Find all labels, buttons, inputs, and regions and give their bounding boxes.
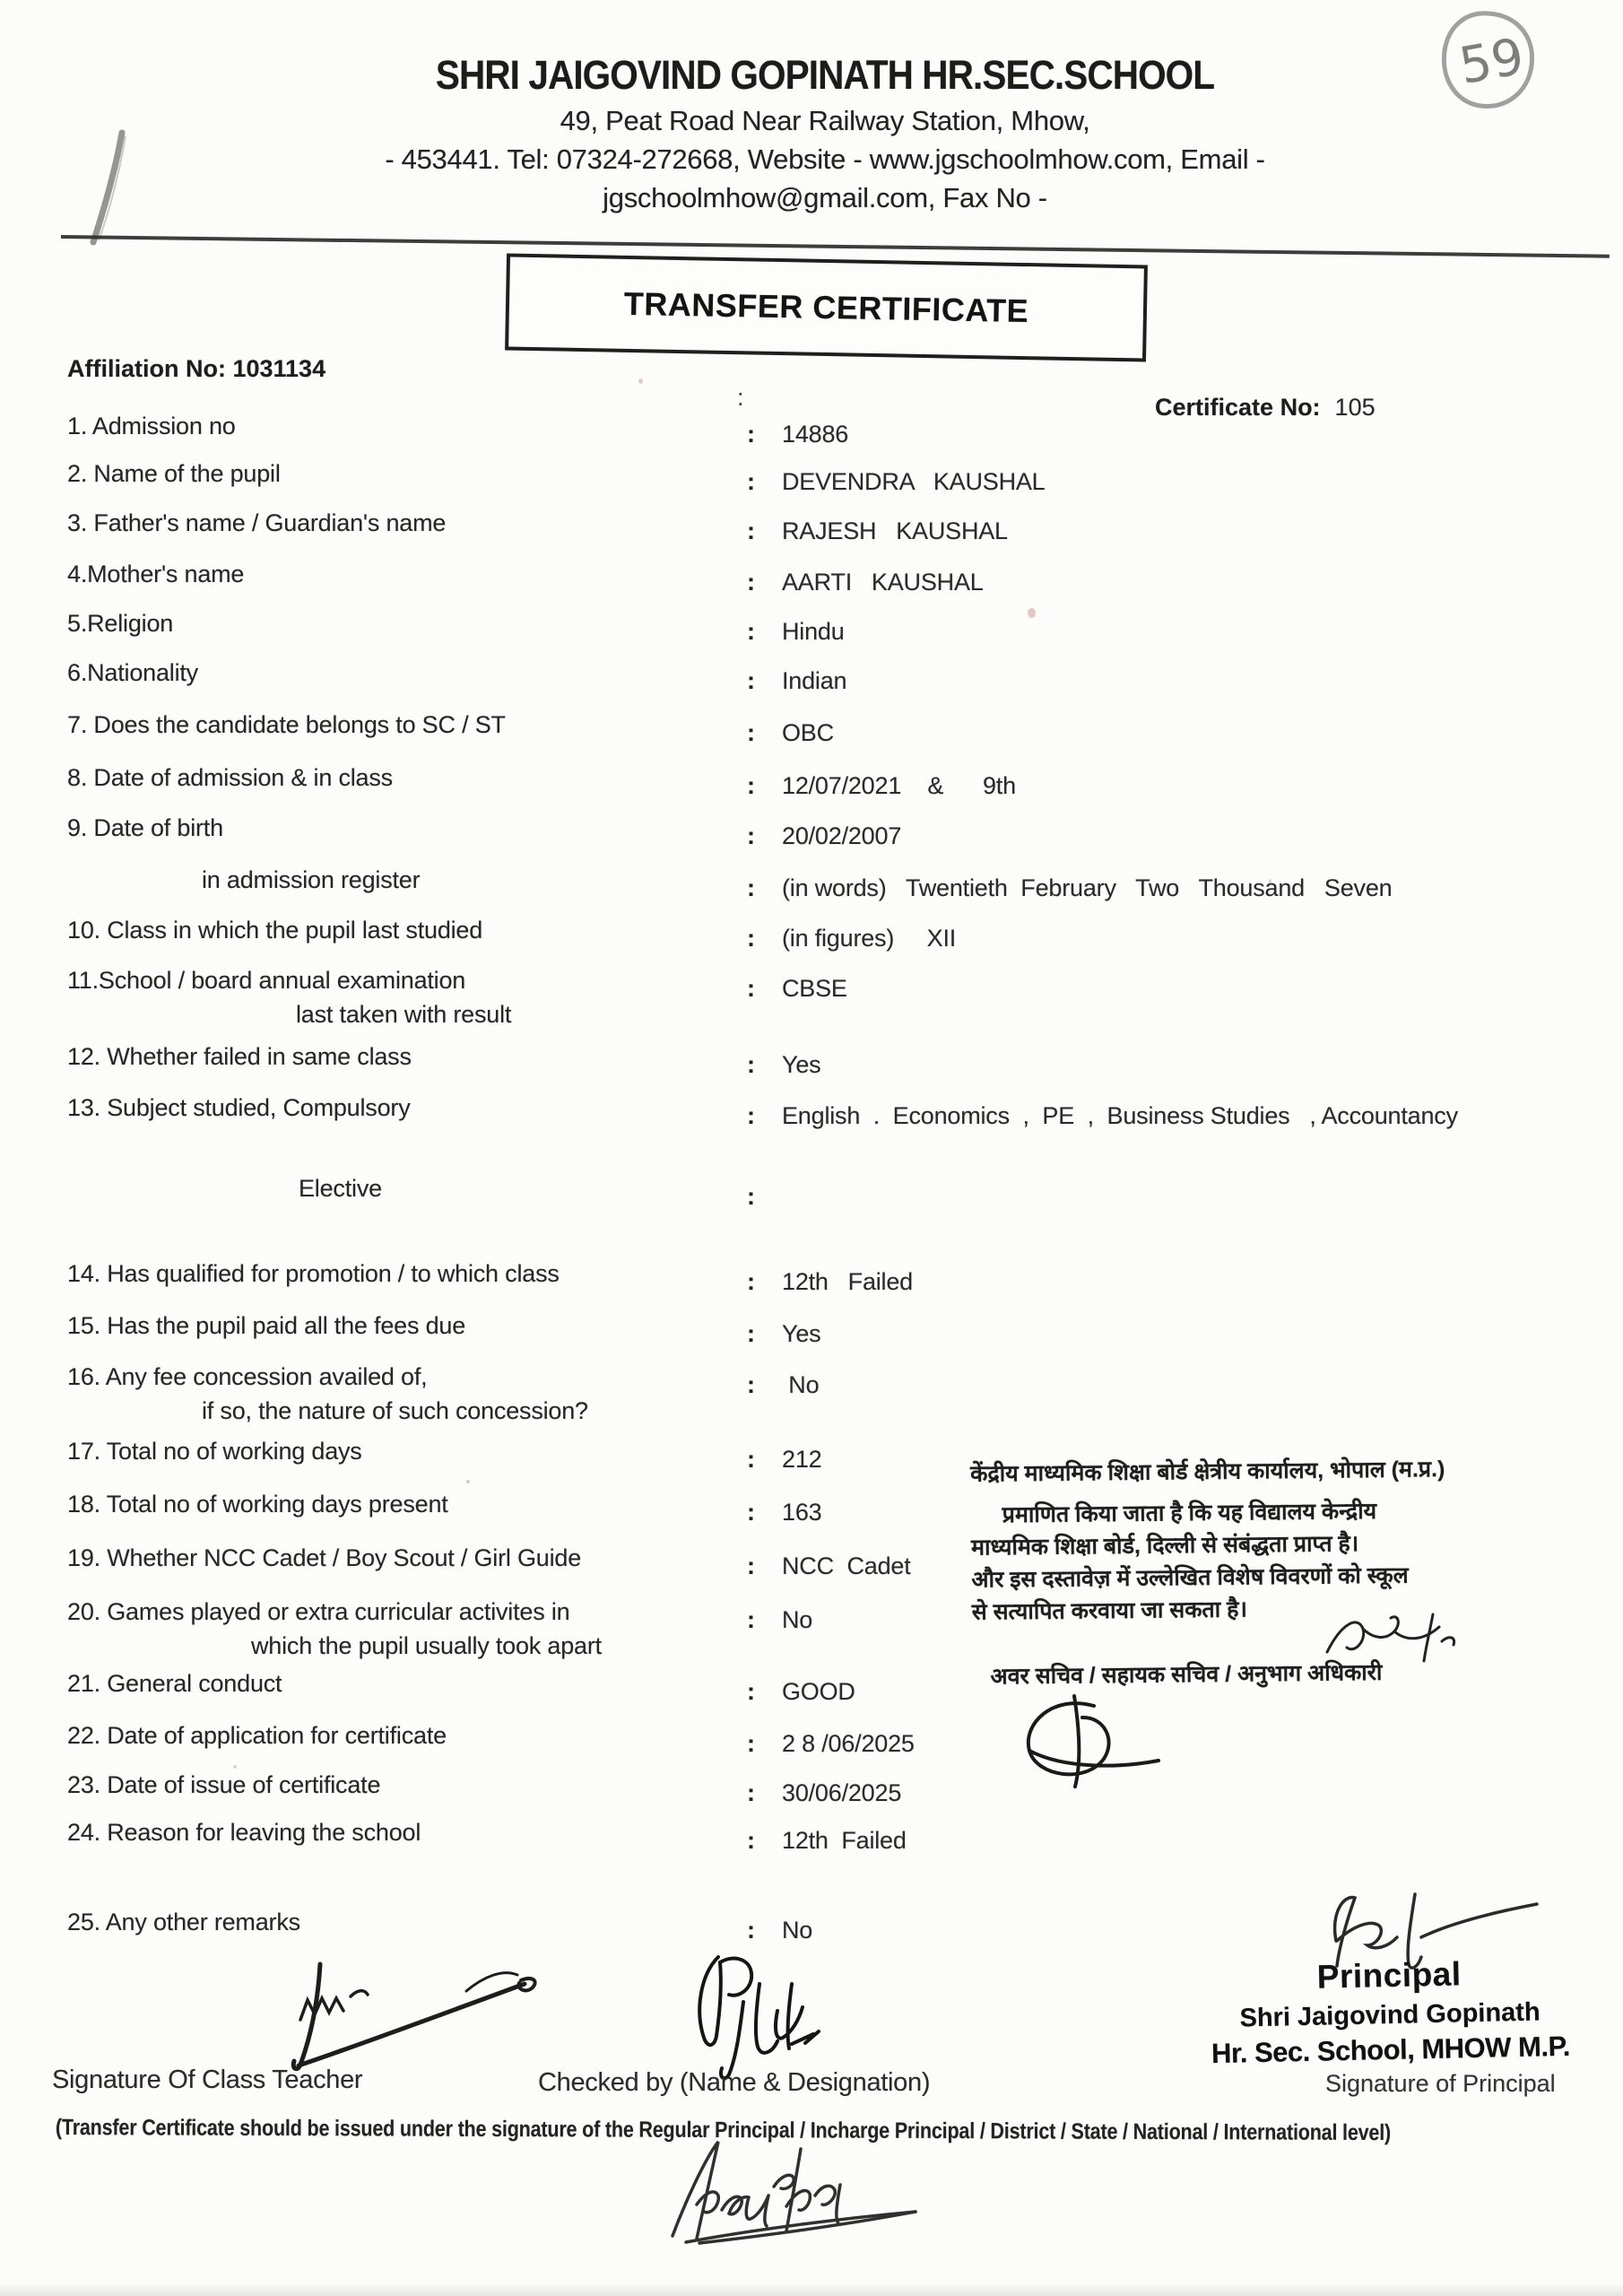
field-row: [67, 1819, 1583, 1854]
field-row: [67, 917, 1583, 952]
field-label: 8. Date of admission & in class: [67, 764, 393, 791]
field-label: 12. Whether failed in same class: [67, 1043, 412, 1070]
class-teacher-signature-label: Signature Of Class Teacher: [52, 2066, 363, 2094]
cbse-stamp-line-1: केंद्रीय माध्यमिक शिक्षा बोर्ड क्षेत्रीय कार्यालय, भोपाल (म.प्र.): [970, 1457, 1445, 1487]
field-colon: :: [747, 1268, 755, 1295]
title-box: [505, 253, 1148, 361]
principal-stamp-school: Shri Jaigovind Gopinath: [1239, 1997, 1541, 2033]
field-colon: :: [747, 1051, 755, 1078]
field-colon: :: [747, 772, 755, 799]
field-value: DEVENDRA KAUSHAL: [782, 468, 1046, 495]
class-teacher-signature: [166, 1957, 560, 2078]
field-colon: :: [747, 1499, 755, 1526]
address-line-1: 49, Peat Road Near Railway Station, Mhow,: [560, 105, 1090, 136]
cbse-stamp-line-4: और इस दस्तावेज़ में उल्लेखित विशेष विवरणों को स्कूल: [971, 1562, 1409, 1593]
address-line-3: jgschoolmhow@gmail.com, Fax No -: [603, 182, 1047, 213]
field-label: 3. Father's name / Guardian's name: [67, 509, 447, 536]
cbse-stamp-line-5: से सत्यापित करवाया जा सकता है।: [971, 1596, 1248, 1625]
field-row: [67, 1175, 1583, 1210]
cbse-designation-line: अवर सचिव / सहायक सचिव / अनुभाग अधिकारी: [990, 1659, 1383, 1690]
field-value: 14886: [782, 421, 849, 448]
field-colon: :: [747, 975, 755, 1002]
cbse-stamp-line-2: प्रमाणित किया जाता है कि यह विद्यालय केन्द्रीय: [1002, 1498, 1377, 1528]
field-value: 12th Failed: [782, 1827, 907, 1854]
field-label: 17. Total no of working days: [67, 1438, 362, 1465]
field-label: 9. Date of birth: [67, 814, 223, 841]
field-value: 2 8 /06/2025: [782, 1730, 915, 1757]
header-divider-line: [61, 235, 1610, 258]
student-signature: [632, 2133, 933, 2258]
field-row: [67, 413, 1583, 448]
field-colon: :: [747, 1779, 755, 1806]
field-row: [67, 1260, 1583, 1295]
field-colon: :: [747, 1320, 755, 1347]
field-colon: :: [747, 925, 755, 952]
field-value: 30/06/2025: [782, 1779, 902, 1806]
field-label: 1. Admission no: [67, 413, 236, 439]
cbse-second-signature: [1002, 1690, 1168, 1790]
field-label: in admission register: [202, 866, 421, 893]
document-title: TRANSFER CERTIFICATE: [623, 284, 1029, 330]
certificate-number-label: Certificate No:: [1155, 394, 1321, 421]
principal-stamp-title: Principal: [1316, 1955, 1462, 1996]
principal-stamp-location: Hr. Sec. School, MHOW M.P.: [1211, 2030, 1571, 2070]
field-colon: :: [747, 1678, 755, 1705]
field-colon: :: [747, 1102, 755, 1129]
field-value: No: [782, 1606, 813, 1633]
field-value: No: [782, 1917, 813, 1944]
school-name: SHRI JAIGOVIND GOPINATH HR.SEC.SCHOOL: [435, 52, 1215, 98]
field-colon: :: [747, 1606, 755, 1633]
field-row: [67, 967, 1583, 1029]
field-row: [67, 659, 1583, 694]
field-value: NCC Cadet: [782, 1552, 911, 1579]
field-colon: :: [747, 822, 755, 849]
field-row: [67, 814, 1583, 849]
field-label: 22. Date of application for certificate: [67, 1722, 447, 1749]
field-row: [67, 509, 1583, 544]
field-value: No: [782, 1371, 820, 1398]
field-colon: :: [747, 468, 755, 495]
field-value: Indian: [782, 667, 847, 694]
footer-note: (Transfer Certificate should be issued under the signature of the Regular Principal / Incharge Principal / District / State / National / International level): [55, 2115, 1392, 2146]
field-colon: :: [747, 1827, 755, 1854]
field-row: [67, 1722, 1583, 1757]
field-label-continued: if so, the nature of such concession?: [202, 1397, 588, 1424]
field-label-continued: which the pupil usually took apart: [251, 1632, 602, 1659]
field-value: RAJESH KAUSHAL: [782, 517, 1008, 544]
field-colon: :: [747, 517, 755, 544]
field-label: Elective: [299, 1175, 382, 1202]
field-colon: :: [747, 1371, 755, 1398]
field-row: [67, 1094, 1583, 1129]
field-row: [67, 764, 1583, 799]
field-label: 23. Date of issue of certificate: [67, 1771, 381, 1798]
field-label: 11.School / board annual examination: [67, 967, 466, 994]
field-colon: :: [747, 1917, 755, 1944]
corner-number: 59: [1454, 27, 1529, 97]
field-label: 6.Nationality: [67, 659, 198, 686]
field-value: Hindu: [782, 618, 845, 645]
checked-by-label: Checked by (Name & Designation): [538, 2068, 931, 2097]
field-value: OBC: [782, 719, 834, 746]
field-label: 24. Reason for leaving the school: [67, 1819, 421, 1846]
scan-speck: [638, 378, 643, 384]
field-row: [67, 610, 1583, 645]
field-label: 19. Whether NCC Cadet / Boy Scout / Girl Guide: [67, 1544, 582, 1571]
scan-speck: [1028, 608, 1036, 618]
field-label-continued: last taken with result: [296, 1001, 512, 1028]
field-colon: :: [747, 569, 755, 596]
field-colon: :: [747, 421, 755, 448]
field-row: [67, 1771, 1583, 1806]
address-line-2: - 453441. Tel: 07324-272668, Website - www.jgschoolmhow.com, Email -: [385, 144, 1265, 175]
field-label: 18. Total no of working days present: [67, 1491, 448, 1518]
field-label: 2. Name of the pupil: [67, 460, 281, 487]
field-value: (in figures) XII: [782, 925, 957, 952]
letterhead: [126, 52, 1524, 214]
field-label: 4.Mother's name: [67, 561, 245, 587]
field-value: 163: [782, 1499, 822, 1526]
field-label: 20. Games played or extra curricular activites in: [67, 1598, 570, 1625]
field-value: Yes: [782, 1051, 821, 1078]
scan-speck: [466, 1480, 470, 1483]
field-colon: :: [747, 667, 755, 694]
field-value: 12/07/2021 & 9th: [782, 772, 1016, 799]
scan-speck: [1269, 879, 1271, 883]
field-value: Yes: [782, 1320, 821, 1347]
field-value: (in words) Twentieth February Two Thousand Seven: [782, 874, 1393, 901]
checked-by-signature: [657, 1948, 823, 2084]
field-row: [67, 561, 1583, 596]
field-value: 212: [782, 1446, 822, 1473]
field-value: AARTI KAUSHAL: [782, 569, 984, 596]
field-value: GOOD: [782, 1678, 855, 1705]
field-colon: :: [747, 1552, 755, 1579]
scan-edge-shade: [0, 2283, 1623, 2296]
field-row: [67, 866, 1583, 901]
certificate-number-value: 105: [1334, 394, 1376, 421]
field-row: [67, 1363, 1583, 1425]
field-colon: :: [747, 1183, 755, 1210]
field-label: 21. General conduct: [67, 1670, 282, 1697]
field-value: CBSE: [782, 975, 847, 1002]
field-colon: :: [747, 1446, 755, 1473]
principal-stamp: [1187, 1952, 1593, 2070]
field-value: 12th Failed: [782, 1268, 913, 1295]
field-row: [67, 460, 1583, 495]
field-label: 15. Has the pupil paid all the fees due: [67, 1312, 466, 1339]
field-label: 10. Class in which the pupil last studied: [67, 917, 483, 944]
field-colon: :: [747, 618, 755, 645]
cbse-stamp-line-3: माध्यमिक शिक्षा बोर्ड, दिल्ली से संबंद्धता प्राप्त है।: [970, 1531, 1359, 1561]
field-colon: :: [747, 719, 755, 746]
field-colon: :: [747, 874, 755, 901]
field-label: 7. Does the candidate belongs to SC / ST: [67, 711, 506, 738]
field-label: 13. Subject studied, Compulsory: [67, 1094, 411, 1121]
field-label: 25. Any other remarks: [67, 1909, 300, 1935]
field-colon: :: [747, 1730, 755, 1757]
field-label: 5.Religion: [67, 610, 174, 637]
field-row: [67, 711, 1583, 746]
affiliation-number: Affiliation No: 1031134: [67, 355, 326, 382]
stray-colon-mark: :: [737, 384, 744, 411]
field-label: 16. Any fee concession availed of,: [67, 1363, 428, 1390]
field-row: [67, 1312, 1583, 1347]
scan-speck: [233, 1765, 237, 1769]
signature-of-principal-label: Signature of Principal: [1325, 2070, 1556, 2097]
field-value: English . Economics , PE , Business Studies , Accountancy: [782, 1102, 1458, 1129]
field-label: 14. Has qualified for promotion / to which class: [67, 1260, 560, 1287]
cbse-officer-signature: [1316, 1604, 1469, 1671]
field-value: 20/02/2007: [782, 822, 902, 849]
field-row: [67, 1043, 1583, 1078]
